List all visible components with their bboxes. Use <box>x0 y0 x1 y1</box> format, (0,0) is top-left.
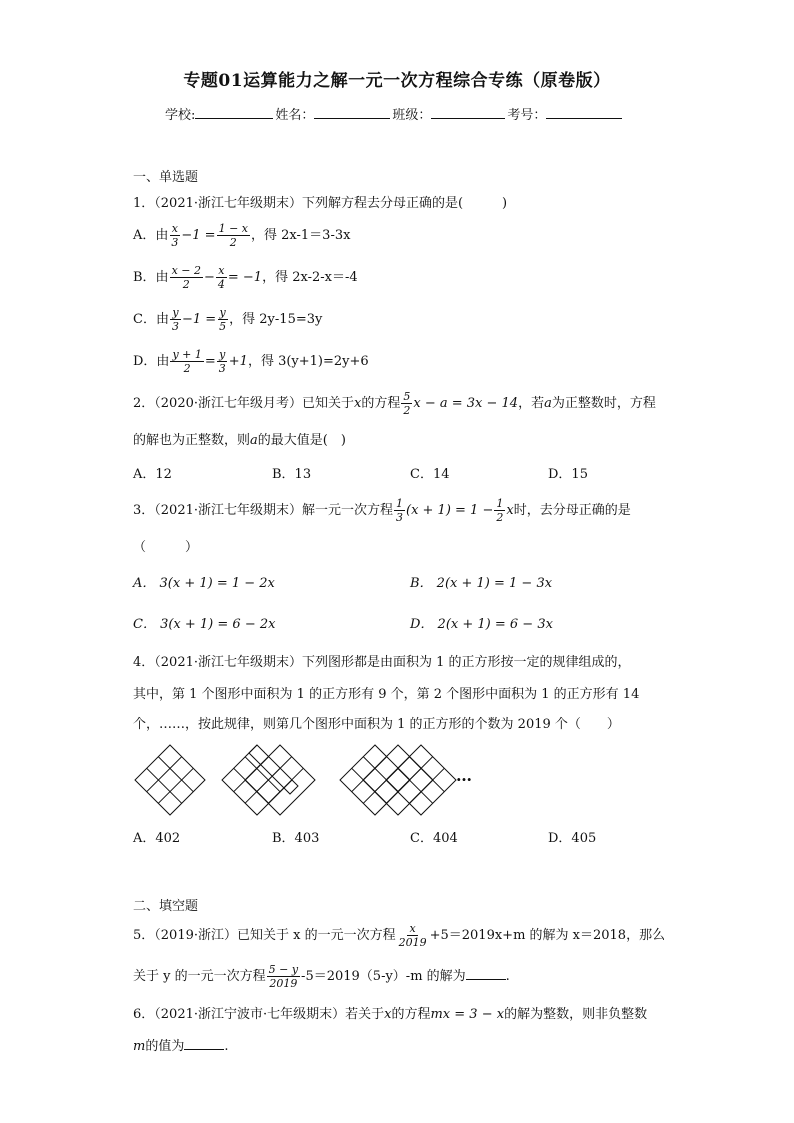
section-heading-single-choice: 一、单选题 <box>133 170 199 185</box>
ellipsis-icon: … <box>456 766 472 785</box>
question-5-line-1: 5．（2019·浙江）已知关于 x 的一元一次方程 $\frac{x}{2019}$ +5＝2019x+m 的解为 x＝2018，那么 <box>133 922 666 949</box>
page-title: 专题01运算能力之解一元一次方程综合专练（原卷版） <box>183 71 611 91</box>
student-info-row <box>165 104 624 123</box>
question-2-option-b[interactable]: B．13 <box>272 467 312 482</box>
question-4-option-a[interactable]: A．402 <box>133 831 181 846</box>
pattern-figure-1 <box>135 745 205 815</box>
question-3-stem: 3．（2021·浙江七年级期末）解一元一次方程 $\frac{1}{3}$ (x + 1) = 1 − $\frac{1}{2}$ x时，去分母正确的是 <box>133 497 631 524</box>
question-2-option-a[interactable]: A．12 <box>133 467 172 482</box>
question-4-stem-line-2: 其中，第 1 个图形中面积为 1 的正方形有 9 个，第 2 个图形中面积为 1 的正方形有 14 <box>133 687 640 702</box>
question-3-answer-paren: （ ） <box>133 540 199 555</box>
pattern-figure-2 <box>222 745 315 815</box>
question-6-line-2: m的值为 . <box>133 1039 229 1054</box>
question-4-option-d[interactable]: D．405 <box>548 831 597 846</box>
question-1-option-b[interactable]: B．由 $\frac{x - 2}{2}$ − $\frac{x}{4}$ = −1，得 2x-2-x＝-4 <box>133 264 358 291</box>
fraction: $\frac{y}{5}$ <box>219 306 227 333</box>
name-label: 姓名： <box>275 108 315 123</box>
question-1-option-c[interactable]: C．由 $\frac{y}{3}$ −1 = $\frac{y}{5}$ ，得 2y-15=3y <box>133 306 323 333</box>
question-4-stem-line-3: 个，……，按此规律，则第几个图形中面积为 1 的正方形的个数为 2019 个（ ） <box>133 717 620 732</box>
question-2-stem-line-1: 2．（2020·浙江七年级月考）已知关于x的方程 $\frac{5}{2}$ x − a = 3x − 14，若a为正整数时，方程 <box>133 390 656 417</box>
name-blank[interactable] <box>314 106 390 119</box>
fraction: $\frac{1}{2}$ <box>496 497 504 524</box>
class-blank[interactable] <box>431 106 505 119</box>
question-4-option-b[interactable]: B．403 <box>272 831 320 846</box>
fraction: $\frac{y}{3}$ <box>218 348 226 375</box>
number-blank[interactable] <box>546 106 622 119</box>
question-3-option-d[interactable]: D． 2(x + 1) = 6 − 3x <box>410 617 553 632</box>
number-label: 考号： <box>507 108 547 123</box>
question-1-option-d[interactable]: D．由 $\frac{y + 1}{2}$ = $\frac{y}{3}$ +1，得 3(y+1)=2y+6 <box>133 348 369 375</box>
question-4-pattern-figures <box>130 740 510 820</box>
question-6-line-1: 6．（2021·浙江宁波市·七年级期末）若关于x的方程mx = 3 − x的解为整数，则非负整数 <box>133 1007 648 1022</box>
fraction: $\frac{x}{3}$ <box>171 222 179 249</box>
school-label: 学校: <box>165 108 196 123</box>
pattern-figure-3 <box>340 745 456 815</box>
section-heading-fill-in: 二、填空题 <box>133 899 199 914</box>
fraction: $\frac{5}{2}$ <box>403 390 411 417</box>
fraction: $\frac{y + 1}{2}$ <box>172 348 202 375</box>
question-3-option-c[interactable]: C． 3(x + 1) = 6 − 2x <box>133 617 276 632</box>
question-6-answer-blank[interactable] <box>184 1037 224 1050</box>
fraction: $\frac{1 - x}{2}$ <box>218 222 249 249</box>
question-5-answer-blank[interactable] <box>466 967 506 980</box>
fraction: $\frac{x - 2}{2}$ <box>171 264 201 291</box>
fraction: $\frac{y}{3}$ <box>171 306 179 333</box>
question-4-stem-line-1: 4．（2021·浙江七年级期末）下列图形都是由面积为 1 的正方形按一定的规律组成的， <box>133 655 631 670</box>
question-5-line-2: 关于 y 的一元一次方程 $\frac{5 - y}{2019}$ -5＝2019（5-y）-m 的解为 . <box>133 963 510 990</box>
fraction: $\frac{x}{2019}$ <box>398 922 427 949</box>
question-3-option-b[interactable]: B． 2(x + 1) = 1 − 3x <box>410 576 553 591</box>
question-3-option-a[interactable]: A． 3(x + 1) = 1 − 2x <box>133 576 275 591</box>
question-1-option-a[interactable]: A．由 $\frac{x}{3}$ −1 = $\frac{1 - x}{2}$ ，得 2x-1＝3-3x <box>133 222 351 249</box>
fraction: $\frac{x}{4}$ <box>217 264 225 291</box>
question-2-stem-line-2: 的解也为正整数，则a的最大值是( ) <box>133 433 346 448</box>
question-2-option-c[interactable]: C．14 <box>410 467 450 482</box>
question-2-option-d[interactable]: D．15 <box>548 467 588 482</box>
question-1-stem: 1．（2021·浙江七年级期末）下列解方程去分母正确的是( ) <box>133 196 508 211</box>
class-label: 班级： <box>392 108 432 123</box>
school-blank[interactable] <box>195 106 273 119</box>
question-4-option-c[interactable]: C．404 <box>410 831 458 846</box>
fraction: $\frac{1}{3}$ <box>396 497 403 524</box>
fraction: $\frac{5 - y}{2019}$ <box>268 963 299 990</box>
